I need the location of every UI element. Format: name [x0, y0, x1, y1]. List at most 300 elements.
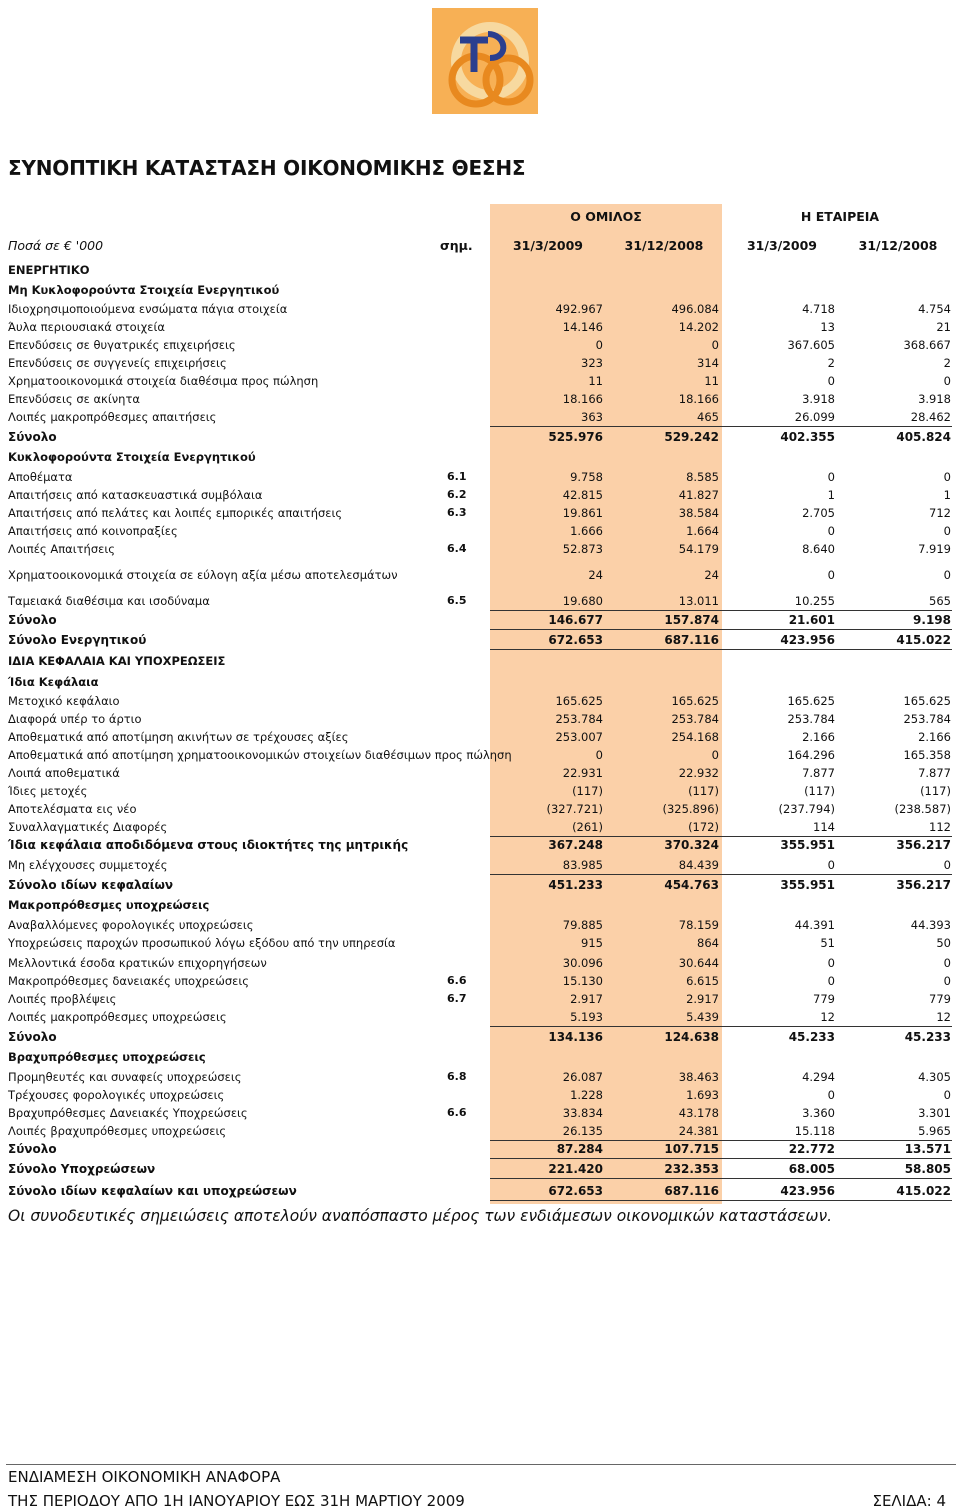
table-row — [0, 302, 960, 319]
value-company-2008: 712 — [929, 506, 951, 520]
value-group-2008: 22.932 — [678, 766, 719, 780]
note-column-header: σημ. — [440, 238, 473, 253]
value-group-2009: 33.834 — [562, 1106, 603, 1120]
table-row — [0, 470, 960, 487]
table-row — [0, 506, 960, 523]
value-company-2008: (117) — [920, 784, 951, 798]
row-label: Ίδια Κεφάλαια — [8, 675, 99, 689]
value-company-2008: 9.198 — [913, 613, 951, 627]
value-group-2008: 41.827 — [678, 488, 719, 502]
value-group-2008: 38.463 — [678, 1070, 719, 1084]
value-company-2008: 1 — [943, 488, 951, 502]
value-company-2008: 5.965 — [918, 1124, 951, 1138]
value-company-2008: 0 — [943, 956, 951, 970]
value-group-2009: 165.625 — [555, 694, 603, 708]
table-row — [0, 524, 960, 541]
table-row — [0, 488, 960, 505]
value-group-2008: 687.116 — [664, 1184, 719, 1198]
section-heading — [0, 675, 960, 692]
total-row — [0, 838, 960, 855]
value-group-2009: 363 — [581, 410, 603, 424]
value-company-2009: 2.705 — [802, 506, 835, 520]
total-underline — [490, 1200, 952, 1201]
value-company-2009: 0 — [827, 1088, 835, 1102]
value-group-2008: 232.353 — [664, 1162, 719, 1176]
value-group-2008: 465 — [697, 410, 719, 424]
row-label: Μη ελέγχουσες συμμετοχές — [8, 858, 168, 872]
row-label: Διαφορά υπέρ το άρτιο — [8, 712, 142, 726]
value-company-2009: 367.605 — [787, 338, 835, 352]
value-company-2009: 4.718 — [802, 302, 835, 316]
value-company-2009: 253.784 — [787, 712, 835, 726]
row-note: 6.2 — [447, 488, 467, 501]
value-company-2008: 3.918 — [918, 392, 951, 406]
row-label: Σύνολο ιδίων κεφαλαίων και υποχρεώσεων — [8, 1184, 297, 1198]
row-note: 6.6 — [447, 974, 467, 987]
total-underline — [490, 1158, 952, 1159]
row-label: Επενδύσεις σε ακίνητα — [8, 392, 140, 406]
value-group-2008: 24.381 — [678, 1124, 719, 1138]
value-company-2009: 8.640 — [802, 542, 835, 556]
value-group-2008: 24 — [704, 568, 719, 582]
row-label: Αποθεματικά από αποτίμηση χρηματοοικονομικών στοιχείων διαθέσιμων προς πώληση — [8, 748, 512, 762]
value-group-2009: 30.096 — [562, 956, 603, 970]
value-group-2009: (117) — [572, 784, 603, 798]
row-label: Κυκλοφορούντα Στοιχεία Ενεργητικού — [8, 450, 256, 464]
value-company-2009: 3.918 — [802, 392, 835, 406]
value-group-2009: 525.976 — [548, 430, 603, 444]
row-label: Συναλλαγματικές Διαφορές — [8, 820, 168, 834]
value-company-2008: 415.022 — [896, 633, 951, 647]
value-company-2009: 44.391 — [794, 918, 835, 932]
row-label: Αποθέματα — [8, 470, 73, 484]
value-group-2009: 915 — [581, 936, 603, 950]
value-company-2009: 779 — [813, 992, 835, 1006]
value-group-2008: 13.011 — [678, 594, 719, 608]
date-header-company-2: 31/12/2008 — [858, 238, 938, 253]
value-group-2009: 2.917 — [570, 992, 603, 1006]
value-group-2009: 11 — [588, 374, 603, 388]
table-row — [0, 410, 960, 427]
row-label: Βραχυπρόθεσμες υποχρεώσεις — [8, 1050, 206, 1064]
total-row — [0, 878, 960, 895]
value-company-2008: 0 — [943, 1088, 951, 1102]
row-label: ΕΝΕΡΓΗΤΙΚΟ — [8, 263, 90, 277]
value-group-2008: 1.664 — [686, 524, 719, 538]
total-row — [0, 633, 960, 650]
value-group-2009: 19.861 — [562, 506, 603, 520]
value-company-2008: 0 — [943, 568, 951, 582]
value-group-2009: 451.233 — [548, 878, 603, 892]
row-note: 6.5 — [447, 594, 467, 607]
value-group-2008: 14.202 — [678, 320, 719, 334]
value-group-2009: 134.136 — [548, 1030, 603, 1044]
value-group-2008: 1.693 — [686, 1088, 719, 1102]
value-company-2009: 0 — [827, 956, 835, 970]
value-company-2009: 4.294 — [802, 1070, 835, 1084]
footer-period: ΤΗΣ ΠΕΡΙΟΔΟΥ ΑΠΟ 1Η ΙΑΝΟΥΑΡΙΟΥ ΕΩΣ 31Η ΜΑΡΤΙΟΥ 2009 — [8, 1492, 465, 1510]
value-group-2009: 1.666 — [570, 524, 603, 538]
row-label: Αποθεματικά από αποτίμηση ακινήτων σε τρέχουσες αξίες — [8, 730, 349, 744]
value-company-2008: 13.571 — [904, 1142, 951, 1156]
table-row — [0, 974, 960, 991]
row-label: Λοιπές μακροπρόθεσμες απαιτήσεις — [8, 410, 217, 424]
row-label: Μακροπρόθεσμες υποχρεώσεις — [8, 898, 210, 912]
table-row — [0, 320, 960, 337]
table-row — [0, 694, 960, 711]
value-company-2009: 165.625 — [787, 694, 835, 708]
row-label: Χρηματοοικονομικά στοιχεία σε εύλογη αξία μέσω αποτελεσμάτων — [8, 568, 398, 582]
value-company-2008: 0 — [943, 974, 951, 988]
row-label: ΙΔΙΑ ΚΕΦΑΛΑΙΑ ΚΑΙ ΥΠΟΧΡΕΩΣΕΙΣ — [8, 654, 226, 668]
value-company-2009: 68.005 — [788, 1162, 835, 1176]
row-label: Σύνολο Ενεργητικού — [8, 633, 147, 647]
value-group-2008: 84.439 — [678, 858, 719, 872]
value-company-2008: 415.022 — [896, 1184, 951, 1198]
value-company-2008: 165.358 — [903, 748, 951, 762]
value-company-2009: 355.951 — [780, 838, 835, 852]
row-note: 6.6 — [447, 1106, 467, 1119]
value-group-2008: 157.874 — [664, 613, 719, 627]
value-group-2009: 79.885 — [562, 918, 603, 932]
value-company-2008: 7.919 — [918, 542, 951, 556]
value-company-2009: 164.296 — [787, 748, 835, 762]
value-group-2009: 26.087 — [562, 1070, 603, 1084]
value-company-2009: 0 — [827, 974, 835, 988]
value-group-2008: 78.159 — [678, 918, 719, 932]
row-label: Αναβαλλόμενες φορολογικές υποχρεώσεις — [8, 918, 254, 932]
page-title: ΣΥΝΟΠΤΙΚΗ ΚΑΤΑΣΤΑΣΗ ΟΙΚΟΝΟΜΙΚΗΣ ΘΕΣΗΣ — [8, 156, 526, 180]
row-label: Άυλα περιουσιακά στοιχεία — [8, 320, 165, 334]
value-company-2009: 15.118 — [794, 1124, 835, 1138]
table-row — [0, 542, 960, 559]
value-group-2009: 672.653 — [548, 633, 603, 647]
value-company-2008: 28.462 — [910, 410, 951, 424]
table-row — [0, 1106, 960, 1123]
row-label: Μετοχικό κεφάλαιο — [8, 694, 120, 708]
page-number: ΣΕΛΙΔΑ: 4 — [872, 1492, 946, 1510]
table-row — [0, 374, 960, 391]
value-company-2009: (237.794) — [778, 802, 835, 816]
value-group-2009: 146.677 — [548, 613, 603, 627]
value-group-2009: 52.873 — [562, 542, 603, 556]
value-company-2009: 355.951 — [780, 878, 835, 892]
value-group-2008: (117) — [688, 784, 719, 798]
value-group-2008: (325.896) — [662, 802, 719, 816]
row-label: Μακροπρόθεσμες δανειακές υποχρεώσεις — [8, 974, 250, 988]
total-underline — [490, 1178, 952, 1179]
date-header-company-1: 31/3/2009 — [746, 238, 817, 253]
row-label: Λοιπές προβλέψεις — [8, 992, 117, 1006]
value-group-2009: 42.815 — [562, 488, 603, 502]
footer-divider — [6, 1464, 956, 1465]
table-row — [0, 820, 960, 837]
value-group-2008: 0 — [711, 748, 719, 762]
value-group-2008: 6.615 — [686, 974, 719, 988]
value-company-2009: 402.355 — [780, 430, 835, 444]
table-row — [0, 338, 960, 355]
value-group-2008: 496.084 — [671, 302, 719, 316]
value-group-2009: 492.967 — [555, 302, 603, 316]
row-label: Απαιτήσεις από κατασκευαστικά συμβόλαια — [8, 488, 263, 502]
value-company-2009: 0 — [827, 374, 835, 388]
total-underline — [490, 836, 952, 837]
row-label: Επενδύσεις σε θυγατρικές επιχειρήσεις — [8, 338, 236, 352]
value-company-2009: 13 — [820, 320, 835, 334]
total-row — [0, 1030, 960, 1047]
row-label: Επενδύσεις σε συγγενείς επιχειρήσεις — [8, 356, 227, 370]
value-company-2009: 0 — [827, 858, 835, 872]
row-label: Σύνολο — [8, 1142, 57, 1156]
value-company-2008: 356.217 — [896, 838, 951, 852]
value-company-2009: 22.772 — [788, 1142, 835, 1156]
value-group-2009: 323 — [581, 356, 603, 370]
value-company-2008: 0 — [943, 858, 951, 872]
value-group-2008: 687.116 — [664, 633, 719, 647]
company-header: Η ΕΤΑΙΡΕΙΑ — [800, 209, 880, 224]
value-group-2008: 864 — [697, 936, 719, 950]
value-group-2009: 1.228 — [570, 1088, 603, 1102]
value-company-2009: 21.601 — [788, 613, 835, 627]
section-heading — [0, 283, 960, 300]
total-underline — [490, 649, 952, 650]
value-company-2008: 253.784 — [903, 712, 951, 726]
value-company-2008: 12 — [936, 1010, 951, 1024]
row-label: Ίδια κεφάλαια αποδιδόμενα στους ιδιοκτήτες της μητρικής — [8, 838, 409, 852]
value-company-2009: 2 — [827, 356, 835, 370]
value-company-2008: 356.217 — [896, 878, 951, 892]
value-company-2009: 45.233 — [788, 1030, 835, 1044]
row-note: 6.3 — [447, 506, 467, 519]
value-company-2008: 44.393 — [910, 918, 951, 932]
row-label: Λοιπές Απαιτήσεις — [8, 542, 115, 556]
value-company-2008: (238.587) — [894, 802, 951, 816]
row-label: Σύνολο ιδίων κεφαλαίων — [8, 878, 174, 892]
row-note: 6.4 — [447, 542, 467, 555]
value-group-2008: 54.179 — [678, 542, 719, 556]
value-group-2009: 672.653 — [548, 1184, 603, 1198]
value-group-2008: 254.168 — [671, 730, 719, 744]
value-company-2008: 0 — [943, 470, 951, 484]
value-company-2008: 565 — [929, 594, 951, 608]
section-heading — [0, 898, 960, 915]
value-company-2008: 50 — [936, 936, 951, 950]
table-row — [0, 1088, 960, 1105]
total-row — [0, 1184, 960, 1201]
value-group-2008: (172) — [688, 820, 719, 834]
total-underline — [490, 610, 952, 611]
value-company-2008: 3.301 — [918, 1106, 951, 1120]
value-company-2009: 51 — [820, 936, 835, 950]
value-group-2008: 107.715 — [664, 1142, 719, 1156]
value-company-2008: 0 — [943, 524, 951, 538]
value-group-2009: 87.284 — [556, 1142, 603, 1156]
section-heading — [0, 654, 960, 671]
table-row — [0, 992, 960, 1009]
total-row — [0, 430, 960, 447]
row-label: Ιδιοχρησιμοποιούμενα ενσώματα πάγια στοιχεία — [8, 302, 288, 316]
row-label: Βραχυπρόθεσμες Δανειακές Υποχρεώσεις — [8, 1106, 248, 1120]
table-row — [0, 730, 960, 747]
value-company-2008: 58.805 — [904, 1162, 951, 1176]
row-label: Σύνολο — [8, 430, 57, 444]
value-group-2009: 9.758 — [570, 470, 603, 484]
value-group-2009: 0 — [595, 748, 603, 762]
value-group-2008: 314 — [697, 356, 719, 370]
row-label: Απαιτήσεις από πελάτες και λοιπές εμπορικές απαιτήσεις — [8, 506, 343, 520]
group-header: Ο ΟΜΙΛΟΣ — [570, 209, 642, 224]
value-company-2008: 779 — [929, 992, 951, 1006]
total-underline — [490, 629, 952, 630]
value-company-2009: 0 — [827, 524, 835, 538]
table-row — [0, 784, 960, 801]
value-group-2008: 2.917 — [686, 992, 719, 1006]
value-group-2009: (327.721) — [546, 802, 603, 816]
value-company-2009: 2.166 — [802, 730, 835, 744]
value-group-2008: 370.324 — [664, 838, 719, 852]
value-company-2009: (117) — [804, 784, 835, 798]
value-group-2009: 5.193 — [570, 1010, 603, 1024]
footnote: Οι συνοδευτικές σημειώσεις αποτελούν αναπόσπαστο μέρος των ενδιάμεσων οικονομικών καταστάσεων. — [8, 1207, 833, 1225]
value-company-2008: 7.877 — [918, 766, 951, 780]
value-company-2008: 4.754 — [918, 302, 951, 316]
table-row — [0, 802, 960, 819]
total-row — [0, 1162, 960, 1179]
row-label: Τρέχουσες φορολογικές υποχρεώσεις — [8, 1088, 225, 1102]
value-company-2008: 112 — [929, 820, 951, 834]
table-row — [0, 936, 960, 953]
value-company-2009: 10.255 — [794, 594, 835, 608]
table-row — [0, 712, 960, 729]
row-label: Σύνολο — [8, 613, 57, 627]
footer-report-title: ΕΝΔΙΑΜΕΣΗ ΟΙΚΟΝΟΜΙΚΗ ΑΝΑΦΟΡΑ — [8, 1468, 281, 1486]
row-label: Λοιπά αποθεματικά — [8, 766, 120, 780]
row-label: Απαιτήσεις από κοινοπραξίες — [8, 524, 178, 538]
table-row — [0, 356, 960, 373]
table-row — [0, 1070, 960, 1087]
currency-label: Ποσά σε € '000 — [8, 238, 104, 253]
row-label: Μη Κυκλοφορούντα Στοιχεία Ενεργητικού — [8, 283, 280, 297]
value-company-2009: 114 — [813, 820, 835, 834]
value-group-2009: 14.146 — [562, 320, 603, 334]
value-group-2009: 83.985 — [562, 858, 603, 872]
value-group-2009: 18.166 — [562, 392, 603, 406]
value-company-2008: 21 — [936, 320, 951, 334]
row-label: Ταμειακά διαθέσιμα και ισοδύναμα — [8, 594, 210, 608]
date-header-group-1: 31/3/2009 — [512, 238, 583, 253]
value-group-2009: 0 — [595, 338, 603, 352]
value-company-2008: 368.667 — [903, 338, 951, 352]
value-company-2008: 2.166 — [918, 730, 951, 744]
value-company-2009: 423.956 — [780, 633, 835, 647]
value-company-2009: 423.956 — [780, 1184, 835, 1198]
value-group-2009: 15.130 — [562, 974, 603, 988]
value-group-2008: 30.644 — [678, 956, 719, 970]
value-group-2008: 165.625 — [671, 694, 719, 708]
row-label: Σύνολο — [8, 1030, 57, 1044]
table-row — [0, 748, 960, 765]
row-label: Αποτελέσματα εις νέο — [8, 802, 137, 816]
value-group-2009: 253.007 — [555, 730, 603, 744]
value-company-2008: 45.233 — [904, 1030, 951, 1044]
row-label: Προμηθευτές και συναφείς υποχρεώσεις — [8, 1070, 242, 1084]
row-note: 6.1 — [447, 470, 467, 483]
table-row — [0, 1124, 960, 1141]
value-company-2009: 3.360 — [802, 1106, 835, 1120]
total-row — [0, 1142, 960, 1159]
value-group-2008: 529.242 — [664, 430, 719, 444]
value-group-2008: 38.584 — [678, 506, 719, 520]
total-underline — [490, 874, 952, 875]
value-group-2009: 367.248 — [548, 838, 603, 852]
value-company-2008: 2 — [943, 356, 951, 370]
total-row — [0, 613, 960, 630]
table-row — [0, 858, 960, 875]
value-group-2009: (261) — [572, 820, 603, 834]
value-company-2008: 0 — [943, 374, 951, 388]
table-row — [0, 766, 960, 783]
value-company-2009: 0 — [827, 568, 835, 582]
value-group-2008: 43.178 — [678, 1106, 719, 1120]
value-company-2009: 1 — [827, 488, 835, 502]
value-group-2008: 0 — [711, 338, 719, 352]
row-label: Ίδιες μετοχές — [8, 784, 88, 798]
value-group-2008: 253.784 — [671, 712, 719, 726]
value-company-2008: 165.625 — [903, 694, 951, 708]
table-row — [0, 392, 960, 409]
row-note: 6.8 — [447, 1070, 467, 1083]
table-row — [0, 568, 960, 585]
row-label: Χρηματοοικονομικά στοιχεία διαθέσιμα προς πώληση — [8, 374, 319, 388]
value-group-2009: 26.135 — [562, 1124, 603, 1138]
value-group-2008: 18.166 — [678, 392, 719, 406]
value-group-2008: 5.439 — [686, 1010, 719, 1024]
value-group-2009: 22.931 — [562, 766, 603, 780]
table-row — [0, 1010, 960, 1027]
total-underline — [490, 1140, 952, 1141]
value-group-2008: 8.585 — [686, 470, 719, 484]
row-note: 6.7 — [447, 992, 467, 1005]
value-group-2009: 253.784 — [555, 712, 603, 726]
table-row — [0, 956, 960, 973]
row-label: Λοιπές βραχυπρόθεσμες υποχρεώσεις — [8, 1124, 227, 1138]
value-company-2009: 7.877 — [802, 766, 835, 780]
value-company-2008: 405.824 — [896, 430, 951, 444]
value-company-2009: 26.099 — [794, 410, 835, 424]
value-group-2009: 221.420 — [548, 1162, 603, 1176]
value-group-2008: 11 — [704, 374, 719, 388]
value-company-2008: 4.305 — [918, 1070, 951, 1084]
section-heading — [0, 450, 960, 467]
value-company-2009: 12 — [820, 1010, 835, 1024]
row-label: Μελλοντικά έσοδα κρατικών επιχορηγήσεων — [8, 956, 267, 970]
value-company-2009: 0 — [827, 470, 835, 484]
value-group-2008: 124.638 — [664, 1030, 719, 1044]
row-label: Υποχρεώσεις παροχών προσωπικού λόγω εξόδου από την υπηρεσία — [8, 936, 396, 950]
table-row — [0, 594, 960, 611]
table-row — [0, 918, 960, 935]
section-heading — [0, 263, 960, 280]
value-group-2008: 454.763 — [664, 878, 719, 892]
section-heading — [0, 1050, 960, 1067]
row-label: Λοιπές μακροπρόθεσμες υποχρεώσεις — [8, 1010, 227, 1024]
total-underline — [490, 426, 952, 427]
date-header-group-2: 31/12/2008 — [624, 238, 704, 253]
value-group-2009: 24 — [588, 568, 603, 582]
row-label: Σύνολο Υποχρεώσεων — [8, 1162, 156, 1176]
value-group-2009: 19.680 — [562, 594, 603, 608]
total-underline — [490, 1026, 952, 1027]
